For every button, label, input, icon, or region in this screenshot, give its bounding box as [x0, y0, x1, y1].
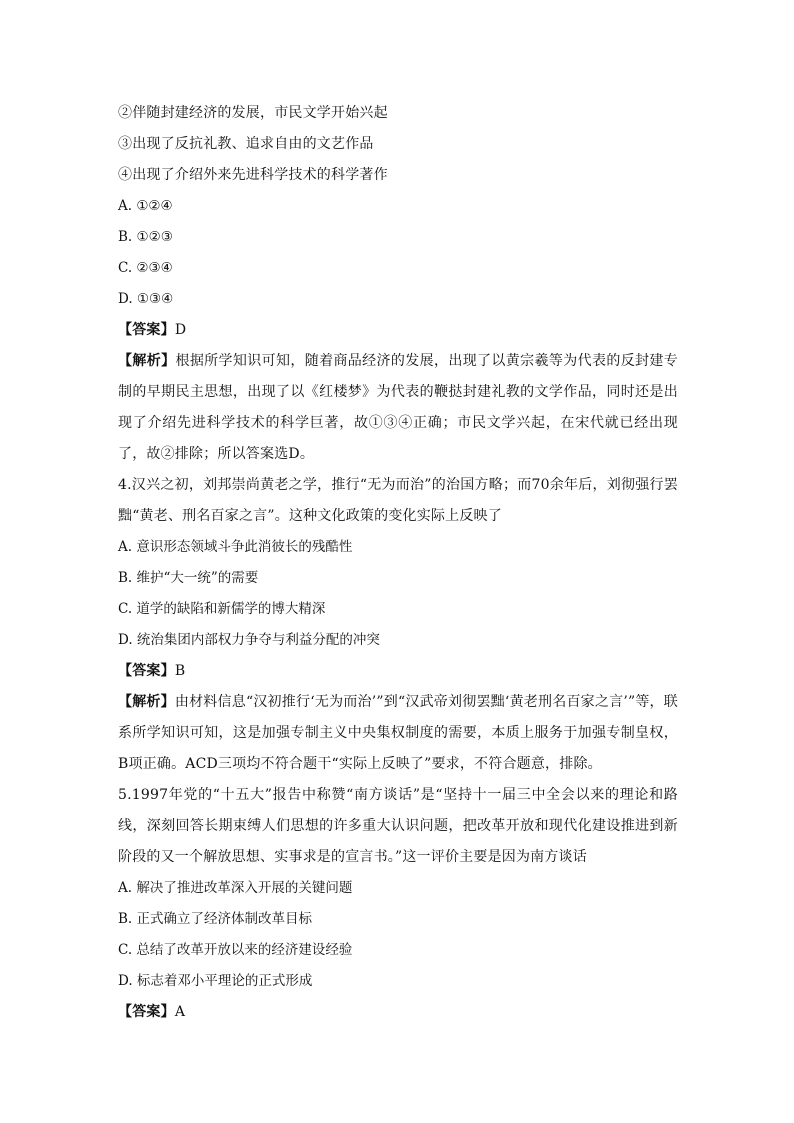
q5-option-d: D. 标志着邓小平理论的正式形成 — [118, 973, 313, 989]
document-page — [118, 98, 678, 1028]
q3-item-2: ②伴随封建经济的发展，市民文学开始兴起 — [118, 105, 388, 121]
q3-option-d: D. ①③④ — [118, 291, 174, 307]
q5-option-a: A. 解决了推进改革深入开展的关键问题 — [118, 880, 353, 896]
q3-answer-tag: 【答案】 — [118, 322, 175, 338]
q3-answer-value: D — [174, 322, 187, 338]
q4-option-d: D. 统治集团内部权力争夺与利益分配的冲突 — [118, 632, 380, 648]
q3-analysis — [118, 346, 678, 470]
q4-option-a: A. 意识形态领域斗争此消彼长的残酷性 — [118, 539, 353, 555]
q4-option-c: C. 道学的缺陷和新儒学的博大精深 — [118, 601, 326, 617]
q4-analysis-text: 由材料信息“汉初推行‘无为而治’”到“汉武帝刘彻罢黜‘黄老刑名百家之言’”等，联系所学知识可知，这是加强专制主义中央集权制度的需要，本质上服务于加强专制皇权，B项正确。ACD三项均不符合题干“实际上反映了”要求，不符合题意，排除。 — [118, 694, 678, 772]
q4-option-b: B. 维护“大一统”的需要 — [118, 570, 259, 586]
q5-answer-value: A — [174, 1004, 186, 1020]
q4-analysis — [118, 687, 678, 780]
q5-stem: 5.1997年党的“十五大”报告中称赞“南方谈话”是“坚持十一届三中全会以来的理论和路线，深刻回答长期束缚人们思想的许多重大认识问题，把改革开放和现代化建设推进到新阶段的又一个解放思想、实事求是的宣言书。”这一评价主要是因为南方谈话 — [118, 787, 678, 865]
q3-option-a: A. ①②④ — [118, 198, 173, 214]
q5-option-c: C. 总结了改革开放以来的经济建设经验 — [118, 942, 353, 958]
q3-item-4: ④出现了介绍外来先进科学技术的科学著作 — [118, 167, 388, 183]
q3-option-b: B. ①②③ — [118, 229, 173, 245]
q5-answer — [118, 997, 678, 1028]
q3-analysis-text: 根据所学知识可知，随着商品经济的发展，出现了以黄宗羲等为代表的反封建专制的早期民主思想，出现了以《红楼梦》为代表的鞭挞封建礼教的文学作品，同时还是出现了介绍先进科学技术的科学巨著，故①③④正确；市民文学兴起，在宋代就已经出现了，故②排除；所以答案选D。 — [118, 353, 678, 462]
q4-stem: 4.汉兴之初，刘邦崇尚黄老之学，推行“无为而治”的治国方略；而70余年后，刘彻强行罢黜“黄老、刑名百家之言”。这种文化政策的变化实际上反映了 — [118, 477, 678, 524]
q4-analysis-tag: 【解析】 — [118, 694, 175, 710]
q4-answer-value: B — [174, 663, 186, 679]
q3-item-3: ③出现了反抗礼教、追求自由的文艺作品 — [118, 136, 374, 152]
q4-answer — [118, 656, 678, 687]
q3-answer — [118, 315, 678, 346]
q3-option-c: C. ②③④ — [118, 260, 173, 276]
q5-option-b: B. 正式确立了经济体制改革目标 — [118, 911, 313, 927]
q4-answer-tag: 【答案】 — [118, 663, 175, 679]
q5-answer-tag: 【答案】 — [118, 1004, 175, 1020]
q3-analysis-tag: 【解析】 — [118, 353, 176, 369]
